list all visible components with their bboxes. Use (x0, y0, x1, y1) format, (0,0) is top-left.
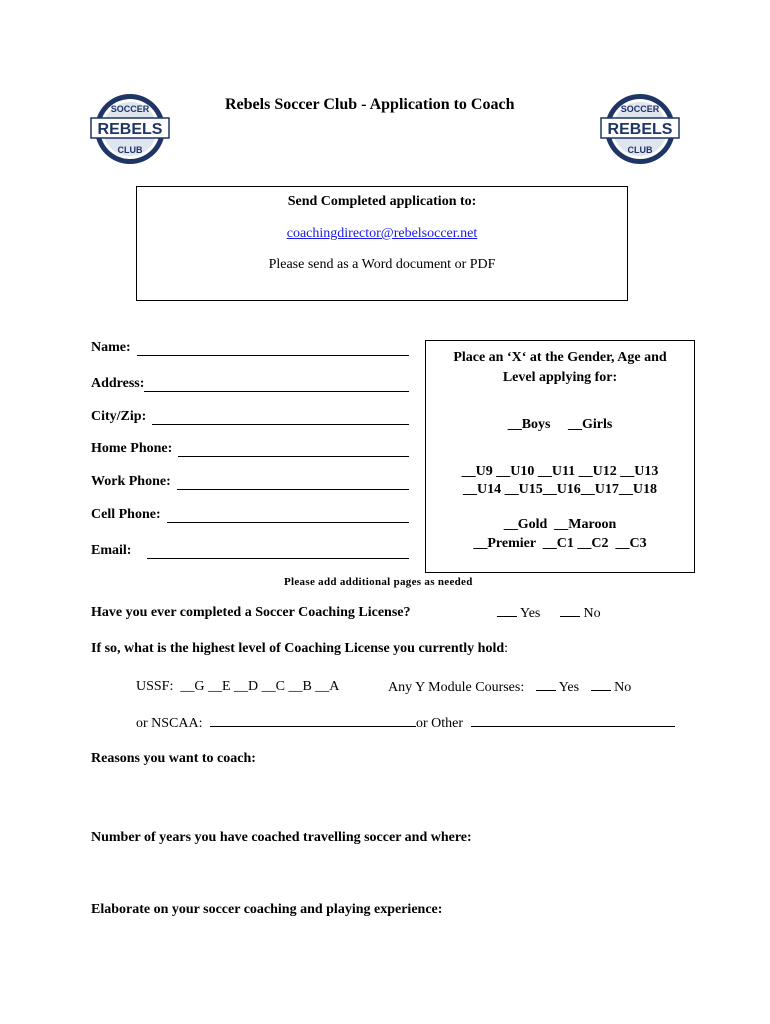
nscaa-label: or NSCAA: (136, 716, 203, 731)
license-yes-label: Yes (519, 606, 541, 621)
license-no-label: No (583, 606, 601, 621)
license-followup-label: If so, what is the highest level of Coaching License you currently hold (91, 641, 505, 656)
nscaa-input-line[interactable] (210, 715, 416, 727)
cell-phone-field[interactable] (91, 507, 409, 523)
cell-phone-input-line[interactable] (167, 509, 409, 523)
logo-club-text: CLUB (627, 145, 653, 155)
work-phone-field[interactable] (91, 474, 409, 490)
logo-club-text: CLUB (117, 145, 143, 155)
license-followup-colon: : (504, 641, 509, 656)
other-input-line[interactable] (471, 715, 675, 727)
city-zip-input-line[interactable] (152, 411, 409, 425)
module-yes-label: Yes (558, 680, 580, 695)
logo-rebels-text: REBELS (607, 121, 673, 138)
send-format-note: Please send as a Word document or PDF (268, 257, 496, 272)
email-input-line[interactable] (147, 545, 409, 559)
email-label: Email: (91, 543, 132, 558)
module-courses-label: Any Y Module Courses: (388, 680, 525, 695)
module-no-blank[interactable] (591, 679, 611, 691)
options-instruction-line1: Place an ‘X‘ at the Gender, Age and (453, 350, 667, 365)
options-instruction-line2: Level applying for: (502, 370, 618, 385)
age-options-row1[interactable]: __U9 __U10 __U11 __U12 __U13 (461, 464, 659, 479)
name-label: Name: (91, 340, 131, 355)
license-yes-option[interactable] (497, 605, 540, 622)
send-application-box (136, 186, 628, 301)
city-zip-label: City/Zip: (91, 409, 147, 424)
license-no-option[interactable] (560, 605, 601, 622)
send-heading: Send Completed application to: (287, 194, 477, 209)
years-coached-question: Number of years you have coached travelling soccer and where: (91, 830, 472, 845)
cell-phone-label: Cell Phone: (91, 507, 161, 522)
module-yes-blank[interactable] (536, 679, 556, 691)
nscaa-row[interactable] (136, 715, 675, 732)
home-phone-label: Home Phone: (91, 441, 173, 456)
work-phone-label: Work Phone: (91, 474, 171, 489)
age-options-row2[interactable]: __U14 __U15__U16__U17__U18 (462, 482, 658, 497)
module-no-label: No (614, 680, 632, 695)
email-field[interactable] (91, 543, 409, 559)
module-courses[interactable] (388, 679, 631, 696)
address-label: Address: (91, 376, 145, 391)
page-title: Rebels Soccer Club - Application to Coach (225, 96, 515, 113)
logo-rebels-text: REBELS (97, 121, 163, 138)
license-question: Have you ever completed a Soccer Coaching License? (91, 605, 411, 620)
rebels-logo-left (90, 92, 170, 166)
level-options-row1[interactable]: __Gold __Maroon (503, 517, 617, 532)
reasons-question: Reasons you want to coach: (91, 751, 256, 766)
name-input-line[interactable] (137, 342, 409, 356)
level-options-row2[interactable]: __Premier __C1 __C2 __C3 (473, 536, 647, 551)
gender-age-level-box (425, 340, 695, 573)
ussf-levels[interactable]: USSF: __G __E __D __C __B __A (136, 679, 340, 694)
or-other-label: or Other (416, 716, 464, 731)
home-phone-input-line[interactable] (178, 443, 409, 457)
logo-soccer-text: SOCCER (110, 104, 150, 114)
address-field[interactable] (91, 376, 409, 392)
city-zip-field[interactable] (91, 409, 409, 425)
experience-question: Elaborate on your soccer coaching and playing experience: (91, 902, 443, 917)
name-field[interactable] (91, 340, 409, 356)
additional-pages-note: Please add additional pages as needed (284, 576, 473, 588)
logo-soccer-text: SOCCER (620, 104, 660, 114)
license-yes-blank[interactable] (497, 605, 517, 617)
license-no-blank[interactable] (560, 605, 580, 617)
address-input-line[interactable] (144, 378, 409, 392)
work-phone-input-line[interactable] (177, 476, 409, 490)
license-followup (91, 641, 508, 657)
gender-options[interactable]: __Boys __Girls (507, 417, 613, 432)
coaching-director-email-link[interactable]: coachingdirector@rebelsoccer.net (286, 226, 478, 241)
home-phone-field[interactable] (91, 441, 409, 457)
rebels-logo-right (600, 92, 680, 166)
